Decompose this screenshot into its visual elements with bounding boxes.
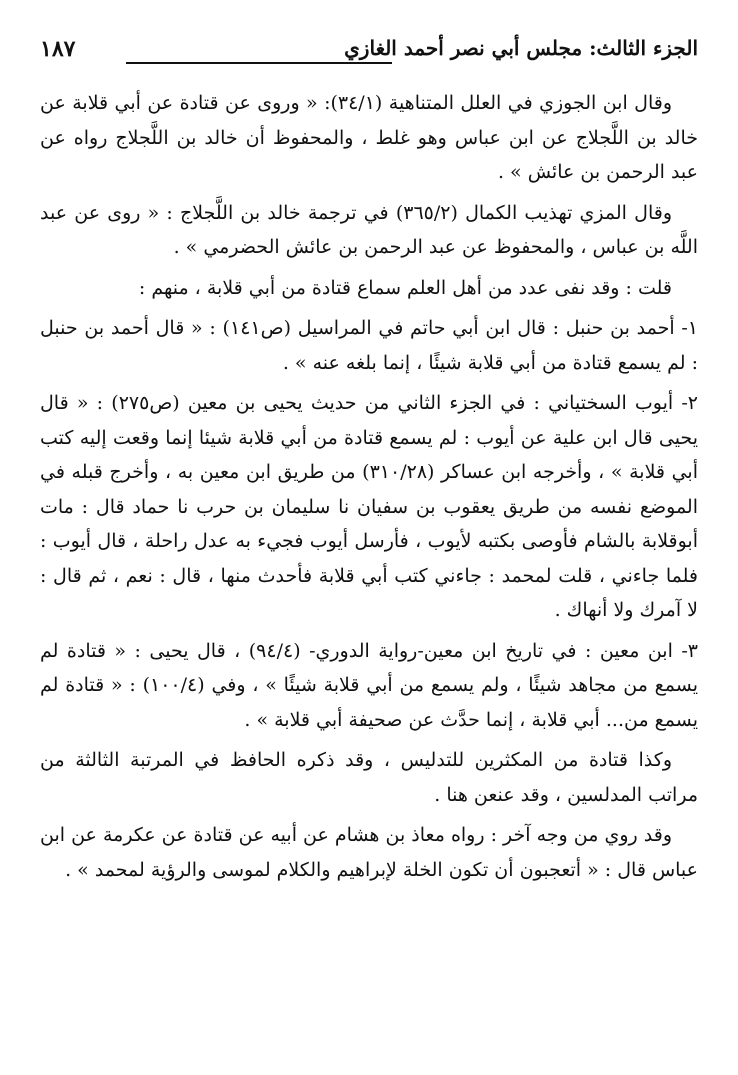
header-rule	[126, 62, 392, 64]
paragraph-note: قلت : وقد نفى عدد من أهل العلم سماع قتادة من أبي قلابة ، منهم :	[138, 276, 672, 299]
page-number: ١٨٧	[40, 36, 76, 62]
paragraph-item-1: ١- أحمد بن حنبل : قال ابن أبي حاتم في المراسيل (ص١٤١) : « قال أحمد بن حنبل : لم يسمع قتادة من أبي قلابة شيئًا ، إنما بلغه عنه » .	[40, 317, 699, 374]
paragraph-item-3: ٣- ابن معين : في تاريخ ابن معين-رواية الدوري- (٩٤/٤) ، قال يحيى : « قتادة لم يسمع من مجاهد شيئًا ، ولم يسمع من أبي قلابة شيئًا » ، وفي (١٠٠/٤) : « قتادة لم يسمع من... أبي قلابة ، إنما حدَّث عن صحيفة أبي قلابة » .	[40, 639, 698, 731]
paragraph-tadlis: وكذا قتادة من المكثرين للتدليس ، وقد ذكره الحافظ في المرتبة الثالثة من مراتب المدلسين ، وقد عنعن هنا .	[40, 749, 698, 806]
paragraph-other-route: وقد روي من وجه آخر : رواه معاذ بن هشام عن أبيه عن قتادة عن عكرمة عن ابن عباس قال : « أتعجبون أن تكون الخلة لإبراهيم والكلام لموسى والرؤية لمحمد » .	[40, 824, 698, 881]
paragraph-ibn-al-jawzi: وقال ابن الجوزي في العلل المتناهية (٣٤/١): « وروى عن قتادة عن أبي قلابة عن خالد بن اللَّجلاج عن ابن عباس وهو غلط ، والمحفوظ أن خالد بن اللَّجلاج رواه عن عبد الرحمن بن عائش » .	[40, 92, 698, 183]
running-header	[40, 36, 698, 76]
body-text	[40, 86, 698, 893]
paragraph-al-mizzi: وقال المزي تهذيب الكمال (٣٦٥/٢) في ترجمة خالد بن اللَّجلاج : « روى عن عبد اللَّه بن عباس ، والمحفوظ عن عبد الرحمن بن عائش الحضرمي » .	[40, 201, 698, 258]
paragraph-item-2: ٢- أيوب السختياني : في الجزء الثاني من حديث يحيى بن معين (ص٢٧٥) : « قال يحيى قال ابن علية عن أيوب : لم يسمع قتادة من أبي قلابة شيئا إنما وقعت إليه كتب أبي قلابة » ، وأخرجه ابن عساكر (٣١٠/٢٨) من طريق ابن معين به ، وأخرج قبله في الموضع نفسه من طريق يعقوب بن سفيان نا سليمان بن حرب نا حماد قال : مات أبوقلابة بالشام فأوصى بكتبه لأيوب ، فأرسل أيوب فجيء به عدل راحلة ، قال أيوب : فلما جاءني ، قلت لمحمد : جاءني كتب أبي قلابة فأحدث منها ، قال : نعم ، ثم قال : لا آمرك ولا أنهاك .	[40, 392, 699, 621]
header-title: الجزء الثالث: مجلس أبي نصر أحمد الغازي	[344, 36, 698, 60]
